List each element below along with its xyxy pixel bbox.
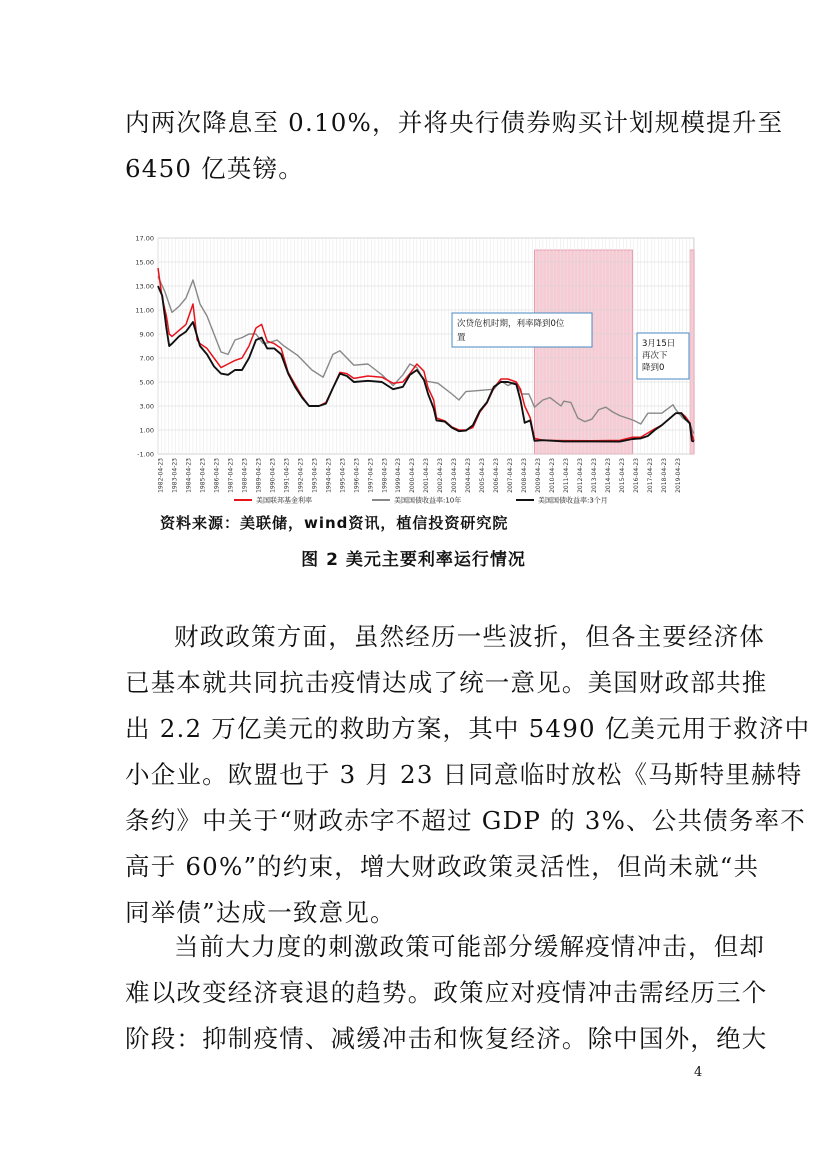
y-tick-label: 11.00	[135, 306, 154, 315]
y-tick-label: 17.00	[135, 234, 154, 243]
text-line: 出 2.2 万亿美元的救助方案，其中 5490 亿美元用于救济中	[125, 714, 811, 743]
x-tick-label: 1992-04-23	[297, 458, 305, 493]
text-line: 阶段：抑制疫情、减缓冲击和恢复经济。除中国外，绝大	[125, 1024, 768, 1053]
annotation-callout	[637, 333, 689, 379]
x-tick-label: 2014-04-23	[605, 458, 613, 493]
x-tick-label: 1997-04-23	[367, 458, 375, 493]
x-tick-label: 1987-04-23	[227, 458, 235, 493]
y-tick-label: -1.00	[137, 450, 154, 459]
interest-rate-chart	[124, 228, 702, 518]
y-tick-label: 15.00	[135, 258, 154, 267]
chart-svg	[124, 228, 702, 518]
annotation-text: 次贷危机时期，利率降到0位	[457, 319, 565, 329]
x-tick-label: 1982-04-23	[157, 458, 165, 493]
x-tick-label: 1998-04-23	[381, 458, 389, 493]
text-line: 高于 60%”的约束，增大财政政策灵活性，但尚未就“共	[125, 852, 760, 881]
x-tick-label: 1991-04-23	[283, 458, 291, 493]
text-line: 已基本就共同抗击疫情达成了统一意见。美国财政部共推	[125, 668, 768, 697]
y-tick-label: 9.00	[139, 330, 154, 339]
x-tick-label: 2016-04-23	[633, 458, 641, 493]
annotation-text: 再次下	[642, 351, 668, 361]
x-tick-label: 2007-04-23	[507, 458, 515, 493]
x-tick-label: 1983-04-23	[171, 458, 179, 493]
x-tick-label: 1985-04-23	[199, 458, 207, 493]
x-tick-label: 2010-04-23	[549, 458, 557, 493]
x-tick-label: 2012-04-23	[577, 458, 585, 493]
x-tick-label: 1993-04-23	[311, 458, 319, 493]
y-tick-label: 13.00	[135, 282, 154, 291]
y-tick-label: 3.00	[139, 402, 154, 411]
y-tick-label: 7.00	[139, 354, 154, 363]
annotation-text: 置	[457, 333, 466, 343]
x-tick-label: 2004-04-23	[465, 458, 473, 493]
text-line: 同举债”达成一致意见。	[125, 898, 396, 927]
x-tick-label: 2005-04-23	[479, 458, 487, 493]
y-tick-label: 1.00	[139, 426, 154, 435]
shaded-period	[534, 250, 632, 454]
x-tick-label: 2015-04-23	[619, 457, 627, 493]
x-tick-label: 1996-04-23	[353, 458, 361, 493]
text-line: 6450 亿英镑。	[125, 154, 304, 183]
y-tick-label: 5.00	[139, 378, 154, 387]
x-tick-label: 2000-04-23	[409, 458, 417, 493]
x-tick-label: 2019-04-23	[675, 458, 683, 493]
text-line: 财政政策方面，虽然经历一些波折，但各主要经济体	[174, 622, 766, 651]
source-note: 资料来源：美联储，wind资讯，植信投资研究院	[160, 514, 509, 532]
paragraph-stimulus	[125, 924, 768, 1062]
page-number: 4	[694, 1065, 703, 1080]
x-tick-label: 1984-04-23	[185, 458, 193, 493]
x-tick-label: 1990-04-23	[269, 458, 277, 493]
annotation-callout	[452, 313, 592, 347]
figure-caption: 图 2 美元主要利率运行情况	[301, 550, 526, 570]
x-tick-label: 2003-04-23	[451, 458, 459, 493]
x-tick-label: 2002-04-23	[437, 458, 445, 493]
x-tick-label: 2017-04-23	[647, 458, 655, 493]
x-tick-label: 2011-04-23	[563, 458, 571, 493]
x-tick-label: 2018-04-23	[661, 458, 669, 493]
annotation-text: 降到0	[642, 363, 665, 373]
text-line: 条约》中关于“财政赤字不超过 GDP 的 3%、公共债务率不	[125, 806, 806, 835]
text-line: 当前大力度的刺激政策可能部分缓解疫情冲击，但却	[174, 932, 766, 961]
x-tick-label: 1986-04-23	[213, 458, 221, 493]
annotation-text: 3月15日	[642, 339, 676, 349]
x-tick-label: 2013-04-23	[591, 458, 599, 493]
x-tick-label: 1989-04-23	[255, 458, 263, 493]
paragraph-fiscal-policy	[125, 614, 811, 936]
x-tick-label: 2001-04-23	[423, 458, 431, 493]
text-line: 内两次降息至 0.10%，并将央行债券购买计划规模提升至	[125, 108, 784, 137]
text-line: 难以改变经济衰退的趋势。政策应对疫情冲击需经历三个	[125, 978, 768, 1007]
x-tick-label: 1995-04-23	[339, 458, 347, 493]
text-line: 小企业。欧盟也于 3 月 23 日同意临时放松《马斯特里赫特	[125, 760, 803, 789]
x-tick-label: 1988-04-23	[241, 458, 249, 493]
x-tick-label: 1999-04-23	[395, 458, 403, 493]
x-tick-label: 1994-04-23	[325, 458, 333, 493]
legend-label: 美国国债收益率:3个月	[538, 496, 608, 505]
x-tick-label: 2008-04-23	[521, 458, 529, 493]
legend-label: 美国联邦基金利率	[256, 496, 312, 505]
top-paragraph	[125, 100, 784, 192]
legend-label: 美国国债收益率:10年	[394, 496, 462, 505]
x-tick-label: 2006-04-23	[493, 458, 501, 493]
x-tick-label: 2009-04-23	[535, 458, 543, 493]
